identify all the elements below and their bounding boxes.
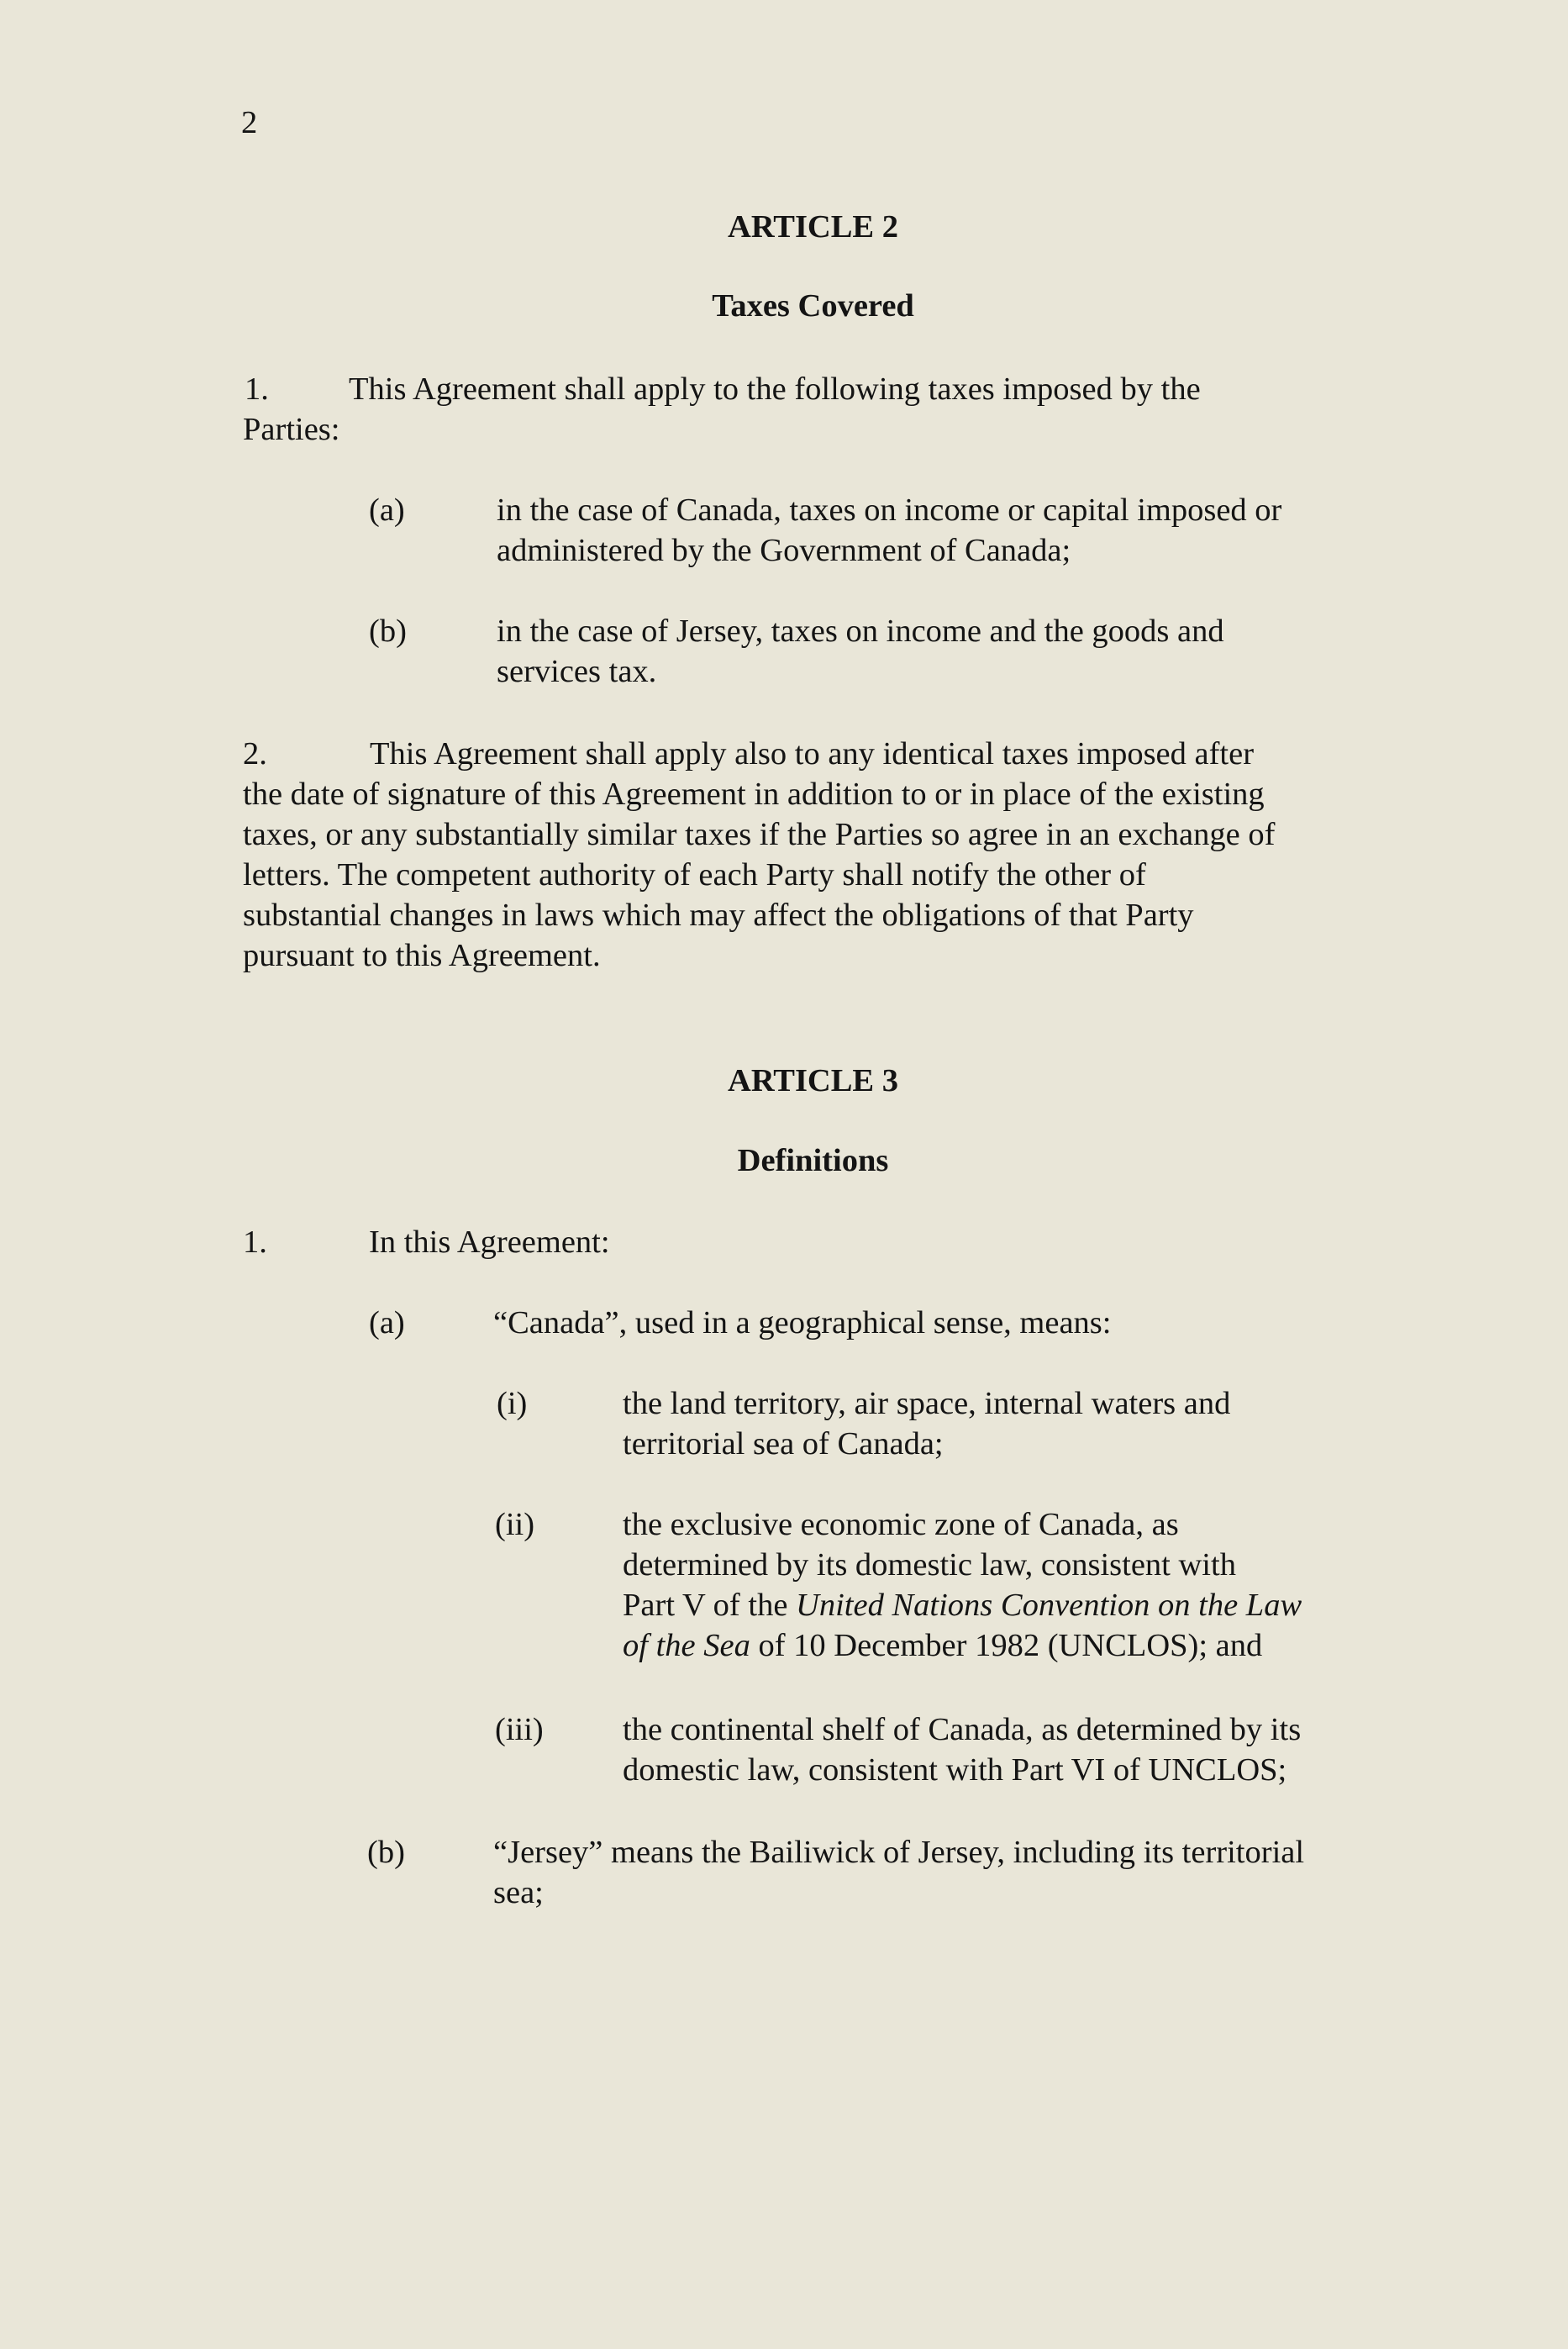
article-2-title: Taxes Covered [712, 288, 914, 324]
article-2-item-b-label: (b) [369, 614, 407, 649]
article-3-subitem-i-line: the land territory, air space, internal waters and [623, 1386, 1231, 1421]
article-3-subitem-i-label: (i) [497, 1386, 528, 1421]
article-2-item-a-line: administered by the Government of Canada; [497, 533, 1071, 568]
article-3-heading: ARTICLE 3 [728, 1063, 898, 1098]
article-3-subitem-i-line: territorial sea of Canada; [623, 1426, 944, 1462]
article-3-subitem-ii-line [623, 1585, 1302, 1625]
article-2-para-2-line: This Agreement shall apply also to any identical taxes imposed after [370, 736, 1255, 772]
article-2-para-1-line: Parties: [243, 412, 340, 447]
page-number: 2 [241, 105, 258, 140]
article-3-title: Definitions [737, 1143, 889, 1178]
article-2-para-2-number: 2. [243, 736, 267, 772]
article-2-item-a-label: (a) [369, 492, 405, 528]
convention-title: United Nations Convention on the Law [796, 1588, 1302, 1623]
article-2-para-1-line: This Agreement shall apply to the following taxes imposed by the [349, 371, 1201, 407]
article-2-item-b-line: in the case of Jersey, taxes on income and the goods and [497, 614, 1224, 649]
article-3-item-a-text: “Canada”, used in a geographical sense, means: [493, 1305, 1112, 1340]
article-3-item-b-label: (b) [367, 1835, 405, 1870]
article-3-subitem-ii-label: (ii) [495, 1507, 535, 1542]
article-2-para-2-line: taxes, or any substantially similar taxes if the Parties so agree in an exchange of [243, 817, 1276, 852]
convention-title: of the Sea [623, 1628, 750, 1663]
article-3-para-1-text: In this Agreement: [369, 1225, 610, 1260]
article-2-para-2-line: substantial changes in laws which may affect the obligations of that Party [243, 898, 1194, 933]
article-3-subitem-iii-line: domestic law, consistent with Part VI of UNCLOS; [623, 1752, 1287, 1788]
article-3-subitem-ii-line: the exclusive economic zone of Canada, as [623, 1507, 1179, 1542]
article-3-item-a-label: (a) [369, 1305, 405, 1340]
article-2-para-1-number: 1. [245, 371, 269, 407]
article-2-item-a-line: in the case of Canada, taxes on income or capital imposed or [497, 492, 1282, 528]
line-text: of 10 December 1982 (UNCLOS); and [750, 1628, 1263, 1663]
line-text: Part V of the [623, 1588, 797, 1623]
article-2-para-2-line: the date of signature of this Agreement in addition to or in place of the existing [243, 777, 1265, 812]
article-3-subitem-iii-label: (iii) [495, 1712, 544, 1747]
article-3-subitem-ii-line [623, 1625, 1262, 1666]
article-3-item-b-line: “Jersey” means the Bailiwick of Jersey, including its territorial [493, 1835, 1305, 1870]
article-2-item-b-line: services tax. [497, 654, 657, 689]
article-2-para-2-line: letters. The competent authority of each Party shall notify the other of [243, 857, 1146, 893]
article-3-subitem-ii-line: determined by its domestic law, consistent with [623, 1547, 1236, 1583]
article-3-subitem-iii-line: the continental shelf of Canada, as determined by its [623, 1712, 1302, 1747]
article-2-para-2-line: pursuant to this Agreement. [243, 938, 601, 973]
article-2-heading: ARTICLE 2 [728, 209, 898, 245]
article-3-item-b-line: sea; [493, 1875, 544, 1910]
article-3-para-1-number: 1. [243, 1225, 267, 1260]
